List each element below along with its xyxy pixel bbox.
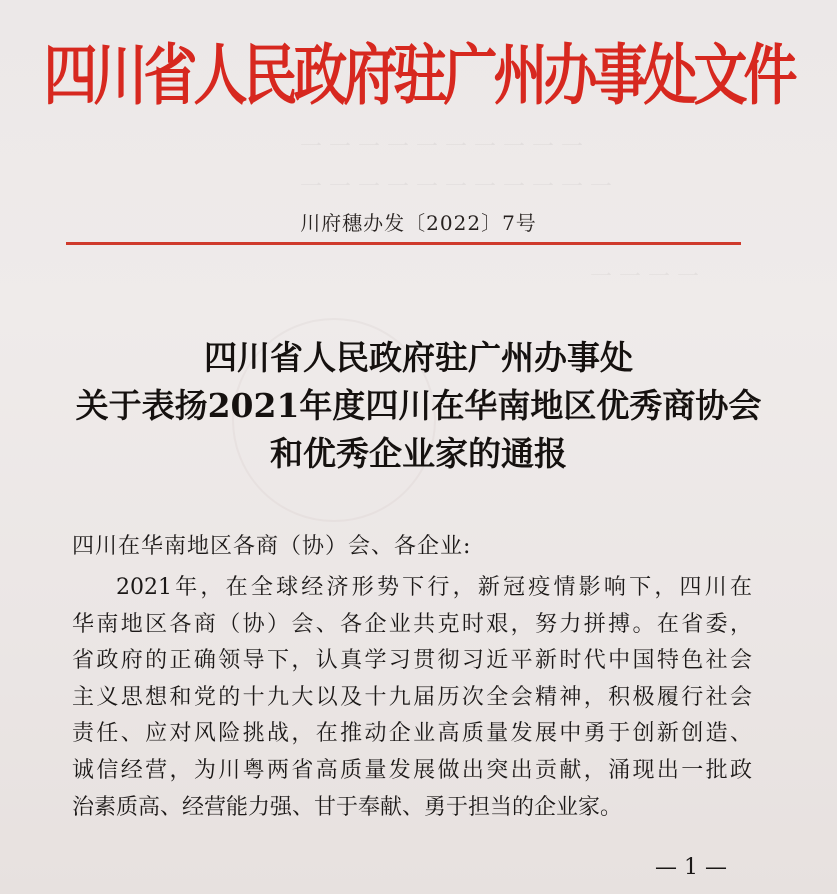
bleed-through-text: 一 一 一 一 一 一 一 一 一 一 一 bbox=[300, 175, 612, 200]
paragraph-line: 省政府的正确领导下，认真学习贯彻习近平新时代中国特色社会 bbox=[72, 648, 752, 674]
document-number: 川府穗办发〔2022〕7号 bbox=[300, 211, 537, 235]
notice-title-line: 关于表扬2021年度四川在华南地区优秀商协会 bbox=[75, 386, 762, 425]
notice-title-line: 四川省人民政府驻广州办事处 bbox=[204, 338, 633, 377]
bleed-through-text: 一 一 一 一 bbox=[590, 265, 699, 290]
salutation: 四川在华南地区各商（协）会、各企业: bbox=[72, 534, 472, 559]
notice-title bbox=[0, 334, 837, 478]
paragraph-line: 主义思想和党的十九大以及十九届历次全会精神，积极履行社会 bbox=[72, 684, 752, 710]
paragraph-line: 诚信经营，为川粤两省高质量发展做出突出贡献，涌现出一批政 bbox=[72, 757, 752, 783]
document-header-title: 四川省人民政府驻广州办事处文件 bbox=[43, 36, 794, 114]
header-separator-rule bbox=[66, 242, 741, 245]
page-number: — 1 — bbox=[655, 855, 727, 880]
body-paragraph bbox=[72, 570, 752, 826]
paragraph-line: 治素质高、经营能力强、甘于奉献、勇于担当的企业家。 bbox=[72, 794, 623, 820]
bleed-through-text: 一 一 一 一 一 一 一 一 一 一 bbox=[300, 135, 583, 160]
paragraph-line: 责任、应对风险挑战，在推动企业高质量发展中勇于创新创造、 bbox=[72, 721, 752, 747]
paragraph-line: 2021年，在全球经济形势下行，新冠疫情影响下，四川在 bbox=[116, 575, 752, 600]
notice-title-line: 和优秀企业家的通报 bbox=[270, 434, 567, 473]
paragraph-line: 华南地区各商（协）会、各企业共克时艰，努力拼搏。在省委， bbox=[72, 611, 752, 637]
